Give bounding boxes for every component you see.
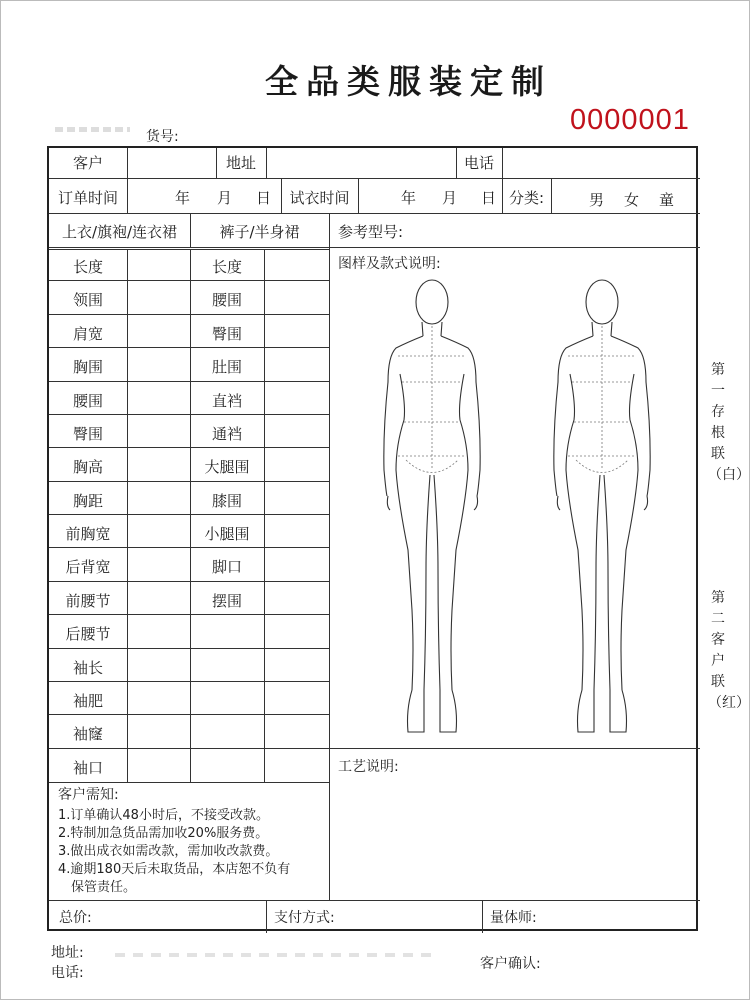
bottom-measure-label: 摆围 [211, 592, 242, 610]
top-measure-label: 后腰节 [65, 625, 111, 643]
bottom-measure-label: 膝围 [211, 492, 242, 510]
top-measure-label: 长度 [72, 258, 103, 276]
faded-print [55, 127, 130, 132]
sketch-label: 图样及款式说明: [338, 256, 441, 272]
bottom-garment-header: 裤子/半身裙 [219, 223, 300, 241]
copy-label-customer: 第二客户联（红） [708, 590, 750, 711]
notice-item: 2.特制加急货品需加收20%服务费。 [58, 826, 269, 841]
form-title: 全品类服装定制 [265, 62, 552, 101]
serial-number: 0000001 [570, 104, 690, 136]
top-measure-label: 领围 [72, 291, 103, 309]
footer-phone-label: 电话: [51, 965, 84, 981]
notice-title: 客户需知: [58, 787, 119, 803]
reference-model-label: 参考型号: [338, 223, 404, 241]
total-price-label: 总价: [59, 910, 92, 926]
measurer-label: 量体师: [490, 910, 537, 926]
top-measure-label: 肩宽 [72, 325, 103, 343]
phone-label: 电话 [463, 154, 494, 172]
order-day-label: 日 [256, 189, 272, 207]
order-time-label: 订单时间 [57, 189, 118, 207]
top-measure-label: 袖肥 [72, 692, 103, 710]
top-measure-label: 腰围 [72, 392, 103, 410]
fitting-day-label: 日 [481, 189, 497, 207]
top-measure-label: 袖窿 [72, 725, 103, 743]
faded-print [115, 953, 435, 957]
front-guide-lines [398, 326, 466, 473]
copy-label-stub: 第一存根联（白） [708, 362, 750, 483]
category-female: 女 [624, 191, 640, 209]
customer-label: 客户 [72, 154, 103, 172]
bottom-measure-label: 长度 [211, 258, 242, 276]
notice-item: 3.做出成衣如需改款，需加收改款费。 [58, 844, 279, 859]
bottom-measure-label: 通裆 [211, 425, 242, 443]
category-label: 分类: [508, 189, 545, 207]
order-year-label: 年 [175, 189, 191, 207]
bottom-measure-label: 肚围 [211, 358, 242, 376]
payment-method-label: 支付方式: [274, 910, 335, 926]
bottom-measure-label: 小腿围 [204, 525, 250, 543]
top-measure-label: 胸围 [72, 358, 103, 376]
top-measure-label: 胸距 [72, 492, 103, 510]
top-measure-label: 袖长 [72, 659, 103, 677]
notice-item: 1.订单确认48小时后，不接受改款。 [58, 808, 269, 823]
body-croquis-sketch [326, 270, 696, 740]
fitting-time-label: 试衣时间 [289, 189, 350, 207]
top-measure-label: 臀围 [72, 425, 103, 443]
customer-confirm-label: 客户确认: [480, 956, 541, 972]
top-measure-label: 袖口 [72, 759, 103, 777]
top-measure-label: 胸高 [72, 458, 103, 476]
notice-continuation: 保管责任。 [71, 880, 137, 895]
category-child: 童 [659, 191, 675, 209]
craft-label: 工艺说明: [338, 759, 399, 775]
top-measure-label: 前胸宽 [65, 525, 111, 543]
category-male: 男 [589, 191, 605, 209]
order-month-label: 月 [217, 189, 233, 207]
bottom-measure-label: 脚口 [211, 558, 242, 576]
bottom-measure-label: 腰围 [211, 291, 242, 309]
footer-address-label: 地址: [51, 945, 84, 961]
bottom-measure-label: 直裆 [211, 392, 242, 410]
top-garment-header: 上衣/旗袍/连衣裙 [61, 223, 178, 241]
goods-number-label: 货号: [146, 129, 179, 145]
top-measure-label: 前腰节 [65, 592, 111, 610]
back-guide-lines [568, 326, 636, 473]
top-measure-label: 后背宽 [65, 558, 111, 576]
address-label: 地址 [225, 154, 256, 172]
bottom-measure-label: 臀围 [211, 325, 242, 343]
fitting-month-label: 月 [442, 189, 458, 207]
bottom-measure-label: 大腿围 [204, 458, 250, 476]
notice-item: 4.逾期180天后未取货品，本店恕不负有 [58, 862, 291, 877]
fitting-year-label: 年 [401, 189, 417, 207]
